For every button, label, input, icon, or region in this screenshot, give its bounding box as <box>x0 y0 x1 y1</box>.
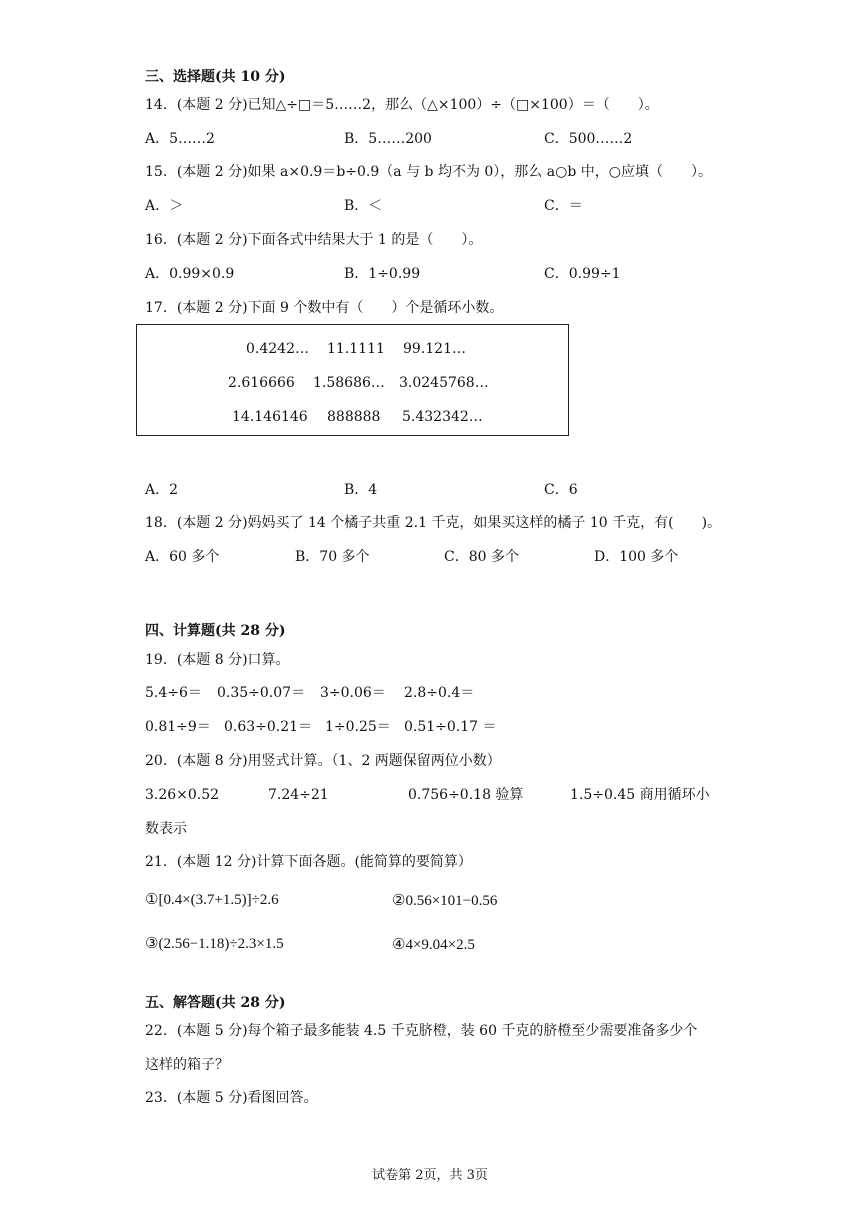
section-title-word-problems: 五、解答题(共 28 分) <box>145 995 286 1011</box>
expression-1: ①[0.4×(3.7+1.5)]÷2.6 <box>145 892 279 908</box>
question-17-option-a: A．2 <box>145 482 179 498</box>
question-14-option-a: A．5……2 <box>145 131 215 147</box>
number-box <box>136 324 569 436</box>
question-15-option-b: B．＜ <box>344 198 383 214</box>
expression-4: ④4×9.04×2.5 <box>392 937 475 953</box>
oral-calc-item: 0.63÷0.21＝ <box>224 719 313 735</box>
number-cell: 1.58686… <box>313 375 385 391</box>
question-14-option-b: B．5……200 <box>344 131 432 147</box>
oral-calc-item: 3÷0.06＝ <box>320 685 386 701</box>
vertical-calc-item: 3.26×0.52 <box>145 787 220 803</box>
expression-2: ②0.56×101−0.56 <box>392 893 498 909</box>
question-16-option-a: A．0.99×0.9 <box>145 266 235 282</box>
question-15-option-c: C．＝ <box>544 198 583 214</box>
question-21-stem: 21．(本题 12 分)计算下面各题。(能简算的要简算） <box>145 854 472 870</box>
oral-calc-item: 5.4÷6＝ <box>145 685 202 701</box>
vertical-calc-item: 7.24÷21 <box>268 787 329 803</box>
number-cell: 14.146146 <box>232 409 308 425</box>
number-cell: 3.0245768… <box>399 375 489 391</box>
question-17-option-b: B．4 <box>344 482 378 498</box>
oral-calc-item: 0.81÷9＝ <box>145 719 211 735</box>
question-14-option-c: C．500……2 <box>544 131 633 147</box>
question-18-option-a: A．60 多个 <box>145 549 220 565</box>
question-15-stem: 15．(本题 2 分)如果 a×0.9＝b÷0.9（a 与 b 均不为 0），那么 a○b 中，○应填（ ）。 <box>145 164 712 180</box>
oral-calc-item: 1÷0.25＝ <box>325 719 391 735</box>
number-cell: 11.1111 <box>327 341 385 357</box>
section-title-choice: 三、选择题(共 10 分) <box>145 69 286 85</box>
vertical-calc-item: 1.5÷0.45 商用循环小 <box>570 787 710 803</box>
question-22-line1: 22．(本题 5 分)每个箱子最多能装 4.5 千克脐橙，装 60 千克的脐橙至少需要准备多少个 <box>145 1023 698 1039</box>
question-18-option-c: C．80 多个 <box>444 549 519 565</box>
page-footer: 试卷第 2页，共 3页 <box>372 1168 488 1183</box>
question-14-stem: 14．(本题 2 分)已知△÷□＝5……2，那么（△×100）÷（□×100）＝（ ）。 <box>145 97 659 113</box>
question-16-stem: 16．(本题 2 分)下面各式中结果大于 1 的是（ ）。 <box>145 232 483 248</box>
vertical-calc-continued: 数表示 <box>145 821 187 837</box>
number-cell: 888888 <box>327 409 381 425</box>
question-17-stem: 17．(本题 2 分)下面 9 个数中有（ ）个是循环小数。 <box>145 300 504 316</box>
question-22-line2: 这样的箱子？ <box>145 1057 229 1073</box>
question-15-option-a: A．＞ <box>145 198 184 214</box>
expression-3: ③(2.56−1.18)÷2.3×1.5 <box>145 936 284 952</box>
question-18-stem: 18．(本题 2 分)妈妈买了 14 个橘子共重 2.1 千克，如果买这样的橘子 10 千克，有( )。 <box>145 515 722 531</box>
oral-calc-item: 2.8÷0.4＝ <box>404 685 475 701</box>
vertical-calc-item: 0.756÷0.18 验算 <box>408 787 524 803</box>
question-18-option-b: B．70 多个 <box>295 549 370 565</box>
oral-calc-item: 0.35÷0.07＝ <box>217 685 306 701</box>
question-23-stem: 23．(本题 5 分)看图回答。 <box>145 1090 318 1106</box>
question-16-option-c: C．0.99÷1 <box>544 266 621 282</box>
number-cell: 99.121… <box>403 341 466 357</box>
question-16-option-b: B．1÷0.99 <box>344 266 421 282</box>
number-cell: 2.616666 <box>228 375 295 391</box>
section-title-calculation: 四、计算题(共 28 分) <box>145 623 286 639</box>
question-18-option-d: D．100 多个 <box>594 549 679 565</box>
question-20-stem: 20．(本题 8 分)用竖式计算。（1、2 两题保留两位小数） <box>145 753 501 769</box>
number-cell: 0.4242… <box>246 341 309 357</box>
question-17-option-c: C．6 <box>544 482 578 498</box>
oral-calc-item: 0.51÷0.17 ＝ <box>404 719 497 735</box>
number-cell: 5.432342… <box>402 409 483 425</box>
question-19-stem: 19．(本题 8 分)口算。 <box>145 652 290 668</box>
